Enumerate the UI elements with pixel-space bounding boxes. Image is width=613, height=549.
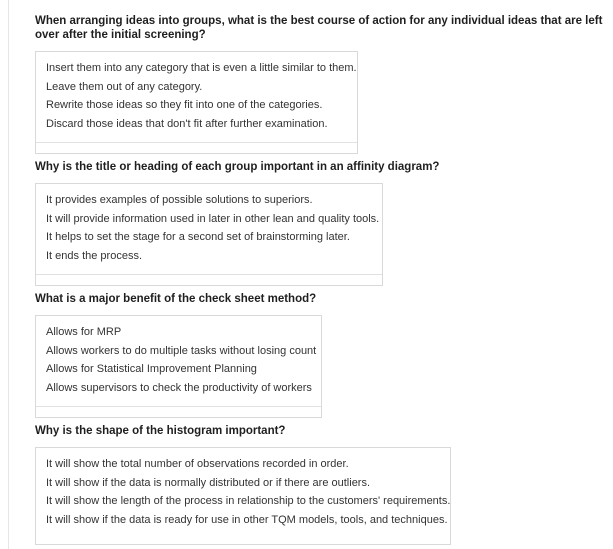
question-4-option-list [36, 452, 450, 533]
question-4-option-3[interactable]: It will show the length of the process in relationship to the customers' requirements. [46, 495, 451, 507]
question-2-answer-area[interactable] [36, 274, 382, 285]
question-3-answer-area[interactable] [36, 406, 321, 417]
question-3-option-4[interactable]: Allows supervisors to check the productivity of workers [46, 381, 312, 394]
question-1-option-list [36, 56, 357, 137]
question-1-option-1[interactable]: Insert them into any category that is even a little similar to them. [46, 62, 357, 74]
question-2-option-list [36, 188, 382, 269]
question-3-text: What is a major benefit of the check sheet method? [35, 293, 317, 305]
question-2-text: Why is the title or heading of each group important in an affinity diagram? [35, 161, 440, 173]
question-3-option-1[interactable]: Allows for MRP [46, 326, 122, 338]
question-1-option-4[interactable]: Discard those ideas that don't fit after further examination. [46, 117, 328, 130]
question-2-options [35, 183, 383, 286]
question-3-option-list [36, 320, 321, 401]
left-divider [8, 0, 9, 549]
question-4-option-1[interactable]: It will show the total number of observations recorded in order. [46, 458, 349, 470]
question-2-option-1[interactable]: It provides examples of possible solutions to superiors. [46, 194, 313, 206]
question-4-text: Why is the shape of the histogram important? [35, 425, 286, 437]
question-3-option-2[interactable]: Allows workers to do multiple tasks without losing count [46, 344, 317, 357]
question-1-option-2[interactable]: Leave them out of any category. [46, 80, 203, 93]
question-2-option-2[interactable]: It will provide information used in later in other lean and quality tools. [46, 212, 380, 225]
question-1-answer-area[interactable] [36, 142, 357, 153]
quiz-container [35, 14, 607, 545]
question-1-option-3[interactable]: Rewrite those ideas so they fit into one of the categories. [46, 99, 323, 111]
question-1-text: When arranging ideas into groups, what is the best course of action for any individual ideas that are left over after the initial screening? [35, 15, 603, 41]
question-2-option-3[interactable]: It helps to set the stage for a second set of brainstorming later. [46, 231, 350, 243]
question-1-options [35, 51, 358, 154]
question-3-options [35, 315, 322, 418]
question-4-answer-area[interactable] [36, 538, 450, 544]
question-4-option-2[interactable]: It will show if the data is normally distributed or if there are outliers. [46, 476, 371, 489]
question-2-option-4[interactable]: It ends the process. [46, 249, 142, 262]
question-3-option-3[interactable]: Allows for Statistical Improvement Planning [46, 363, 257, 375]
question-4-option-4[interactable]: It will show if the data is ready for use in other TQM models, tools, and techniques. [46, 513, 448, 526]
question-4-options [35, 447, 451, 545]
